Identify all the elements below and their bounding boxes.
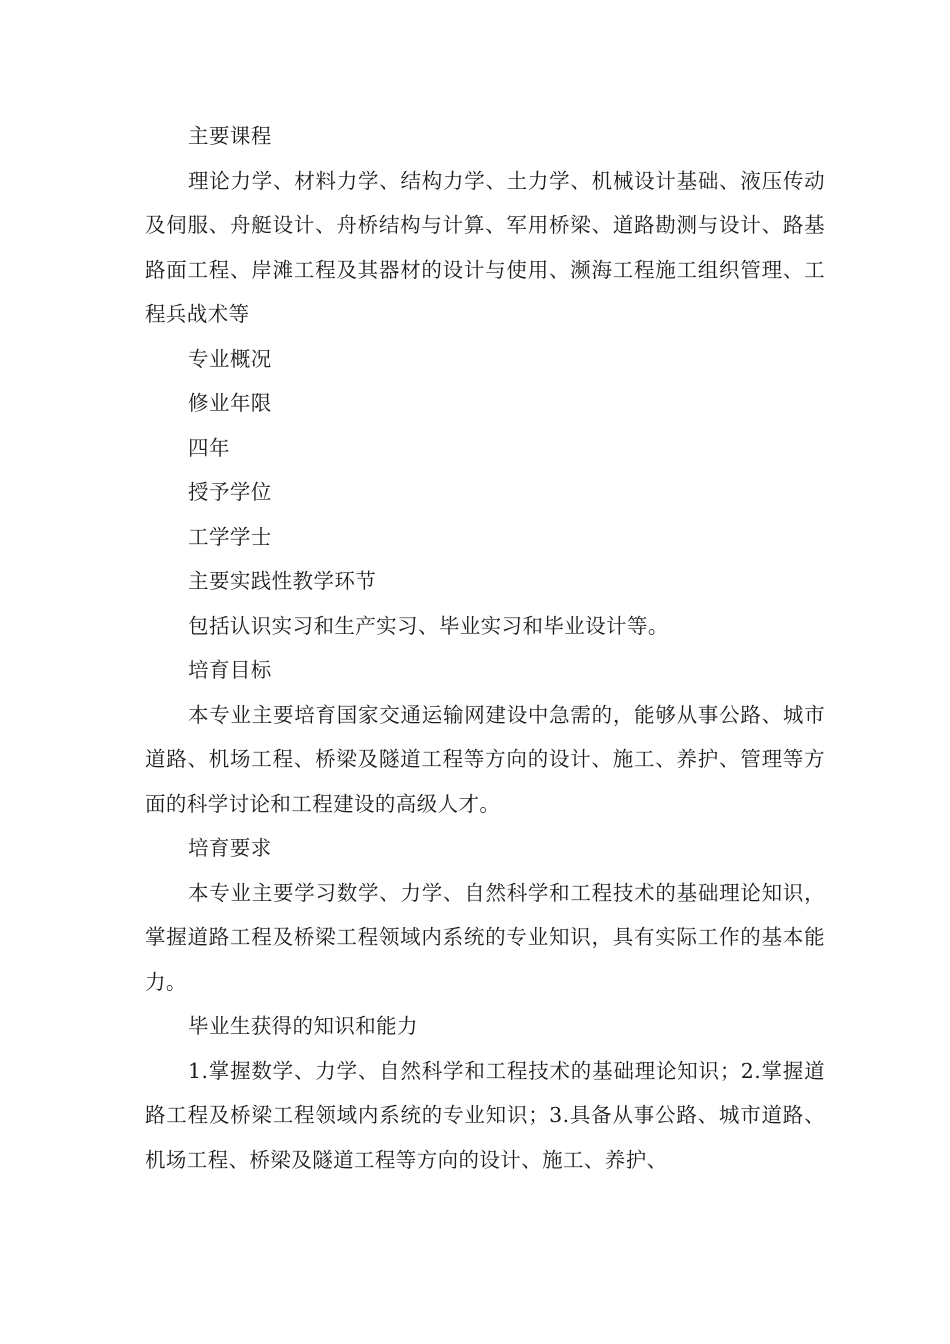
value-degree: 工学学士 xyxy=(188,524,272,549)
heading-degree: 授予学位 xyxy=(188,480,272,504)
document-body xyxy=(145,114,825,1182)
heading-major-overview: 专业概况 xyxy=(188,346,272,371)
heading-training-requirements: 培育要求 xyxy=(188,836,272,860)
heading-practical-teaching: 主要实践性教学环节 xyxy=(188,569,377,593)
value-study-duration: 四年 xyxy=(188,435,230,460)
heading-training-goal: 培育目标 xyxy=(188,658,272,682)
paragraph-course-list: 理论力学、材料力学、结构力学、土力学、机械设计基础、液压传动及伺服、舟艇设计、舟桥结构与计算、军用桥梁、道路勘测与设计、路基路面工程、岸滩工程及其器材的设计与使用、濒海工程施工组织管理、工程兵战术等 xyxy=(145,168,825,326)
paragraph-graduate-abilities: 1.掌握数学、力学、自然科学和工程技术的基础理论知识；2.掌握道路工程及桥梁工程领域内系统的专业知识；3.具备从事公路、城市道路、机场工程、桥梁及隧道工程等方向的设计、施工、养护、 xyxy=(145,1058,825,1172)
heading-study-duration: 修业年限 xyxy=(188,391,272,415)
heading-main-courses: 主要课程 xyxy=(188,124,272,148)
heading-graduate-abilities: 毕业生获得的知识和能力 xyxy=(188,1014,418,1038)
paragraph-training-requirements: 本专业主要学习数学、力学、自然科学和工程技术的基础理论知识，掌握道路工程及桥梁工程领域内系统的专业知识，具有实际工作的基本能力。 xyxy=(145,880,825,994)
paragraph-training-goal: 本专业主要培育国家交通运输网建设中急需的，能够从事公路、城市道路、机场工程、桥梁及隧道工程等方向的设计、施工、养护、管理等方面的科学讨论和工程建设的高级人才。 xyxy=(145,702,825,816)
paragraph-practical-teaching: 包括认识实习和生产实习、毕业实习和毕业设计等。 xyxy=(188,613,669,638)
